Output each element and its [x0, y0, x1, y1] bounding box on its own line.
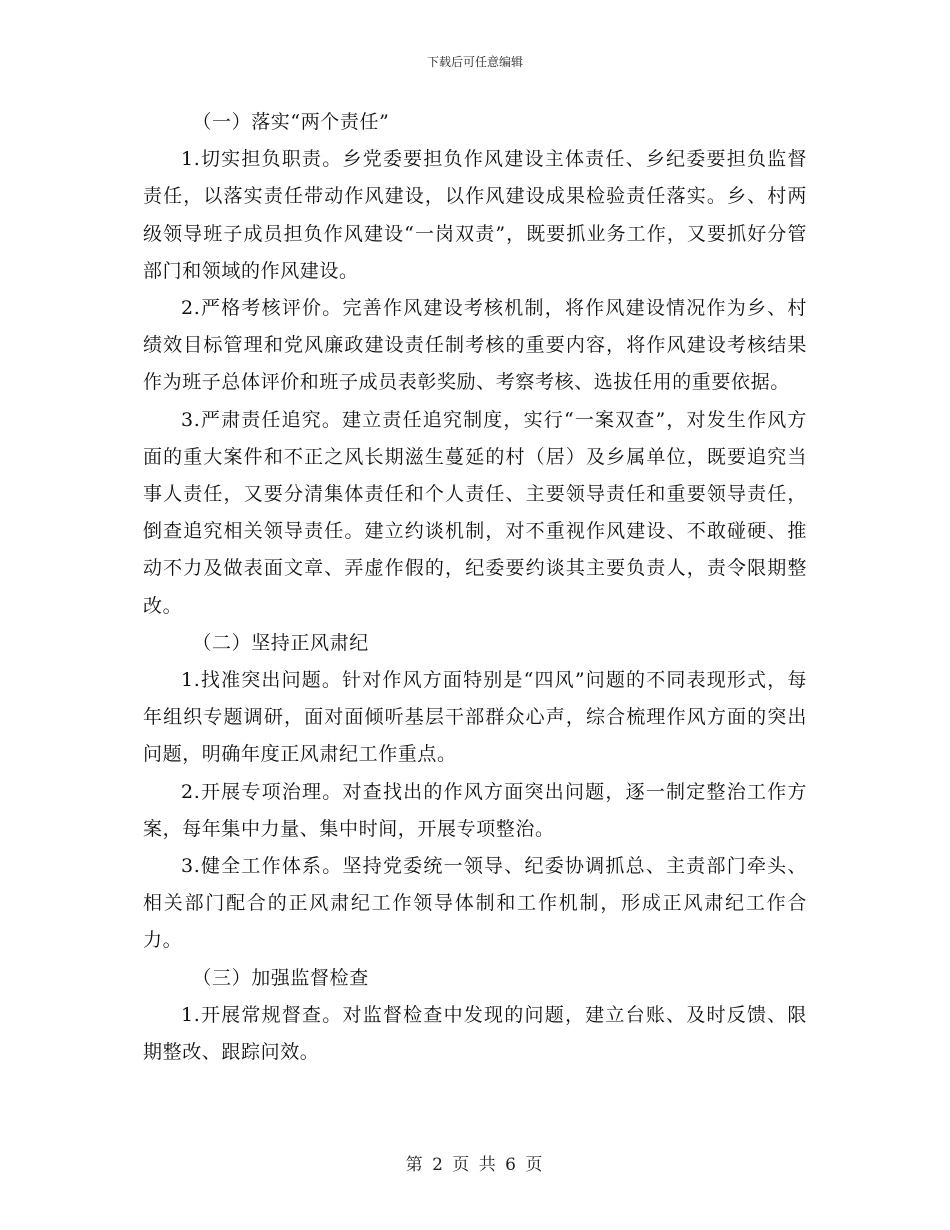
- paragraph: 2.严格考核评价。完善作风建设考核机制，将作风建设情况作为乡、村绩效目标管理和党风廉政建设责任制考核的重要内容，将作风建设考核结果作为班子总体评价和班子成员表彰奖励、考察考核、选拔任用的重要依据。: [143, 297, 807, 394]
- paragraph: 1.找准突出问题。针对作风方面特别是“四风”问题的不同表现形式，每年组织专题调研，面对面倾听基层干部群众心声，综合梳理作风方面的突出问题，明确年度正风肃纪工作重点。: [143, 669, 807, 766]
- paragraph: 3.严肃责任追究。建立责任追究制度，实行“一案双查”，对发生作风方面的重大案件和不正之风长期滋生蔓延的村（居）及乡属单位，既要追究当事人责任，又要分清集体责任和个人责任、主要领导责任和重要领导责任，倒查追究相关领导责任。建立约谈机制，对不重视作风建设、不敢碰硬、推动不力及做表面文章、弄虚作假的，纪委要约谈其主要负责人，责令限期整改。: [143, 408, 807, 617]
- page-footer: 第 2 页 共 6 页: [405, 1155, 545, 1175]
- paragraph: 3.健全工作体系。坚持党委统一领导、纪委协调抓总、主责部门牵头、相关部门配合的正风肃纪工作领导体制和工作机制，形成正风肃纪工作合力。: [143, 855, 807, 952]
- section-heading: （二）坚持正风肃纪: [192, 631, 369, 654]
- page-header: 下载后可任意编辑: [426, 55, 523, 69]
- section-heading: （一）落实“两个责任”: [192, 111, 390, 133]
- section-heading: （三）加强监督检查: [192, 966, 369, 989]
- paragraph: 2.开展专项治理。对查找出的作风方面突出问题，逐一制定整治工作方案，每年集中力量、集中时间，开展专项整治。: [143, 780, 807, 840]
- document-body: [143, 104, 807, 1071]
- paragraph: 1.切实担负职责。乡党委要担负作风建设主体责任、乡纪委要担负监督责任，以落实责任带动作风建设，以作风建设成果检验责任落实。乡、村两级领导班子成员担负作风建设“一岗双责”，既要抓业务工作，又要抓好分管部门和领域的作风建设。: [143, 148, 807, 282]
- paragraph: 1.开展常规督查。对监督检查中发现的问题，建立台账、及时反馈、限期整改、跟踪问效。: [143, 1003, 807, 1064]
